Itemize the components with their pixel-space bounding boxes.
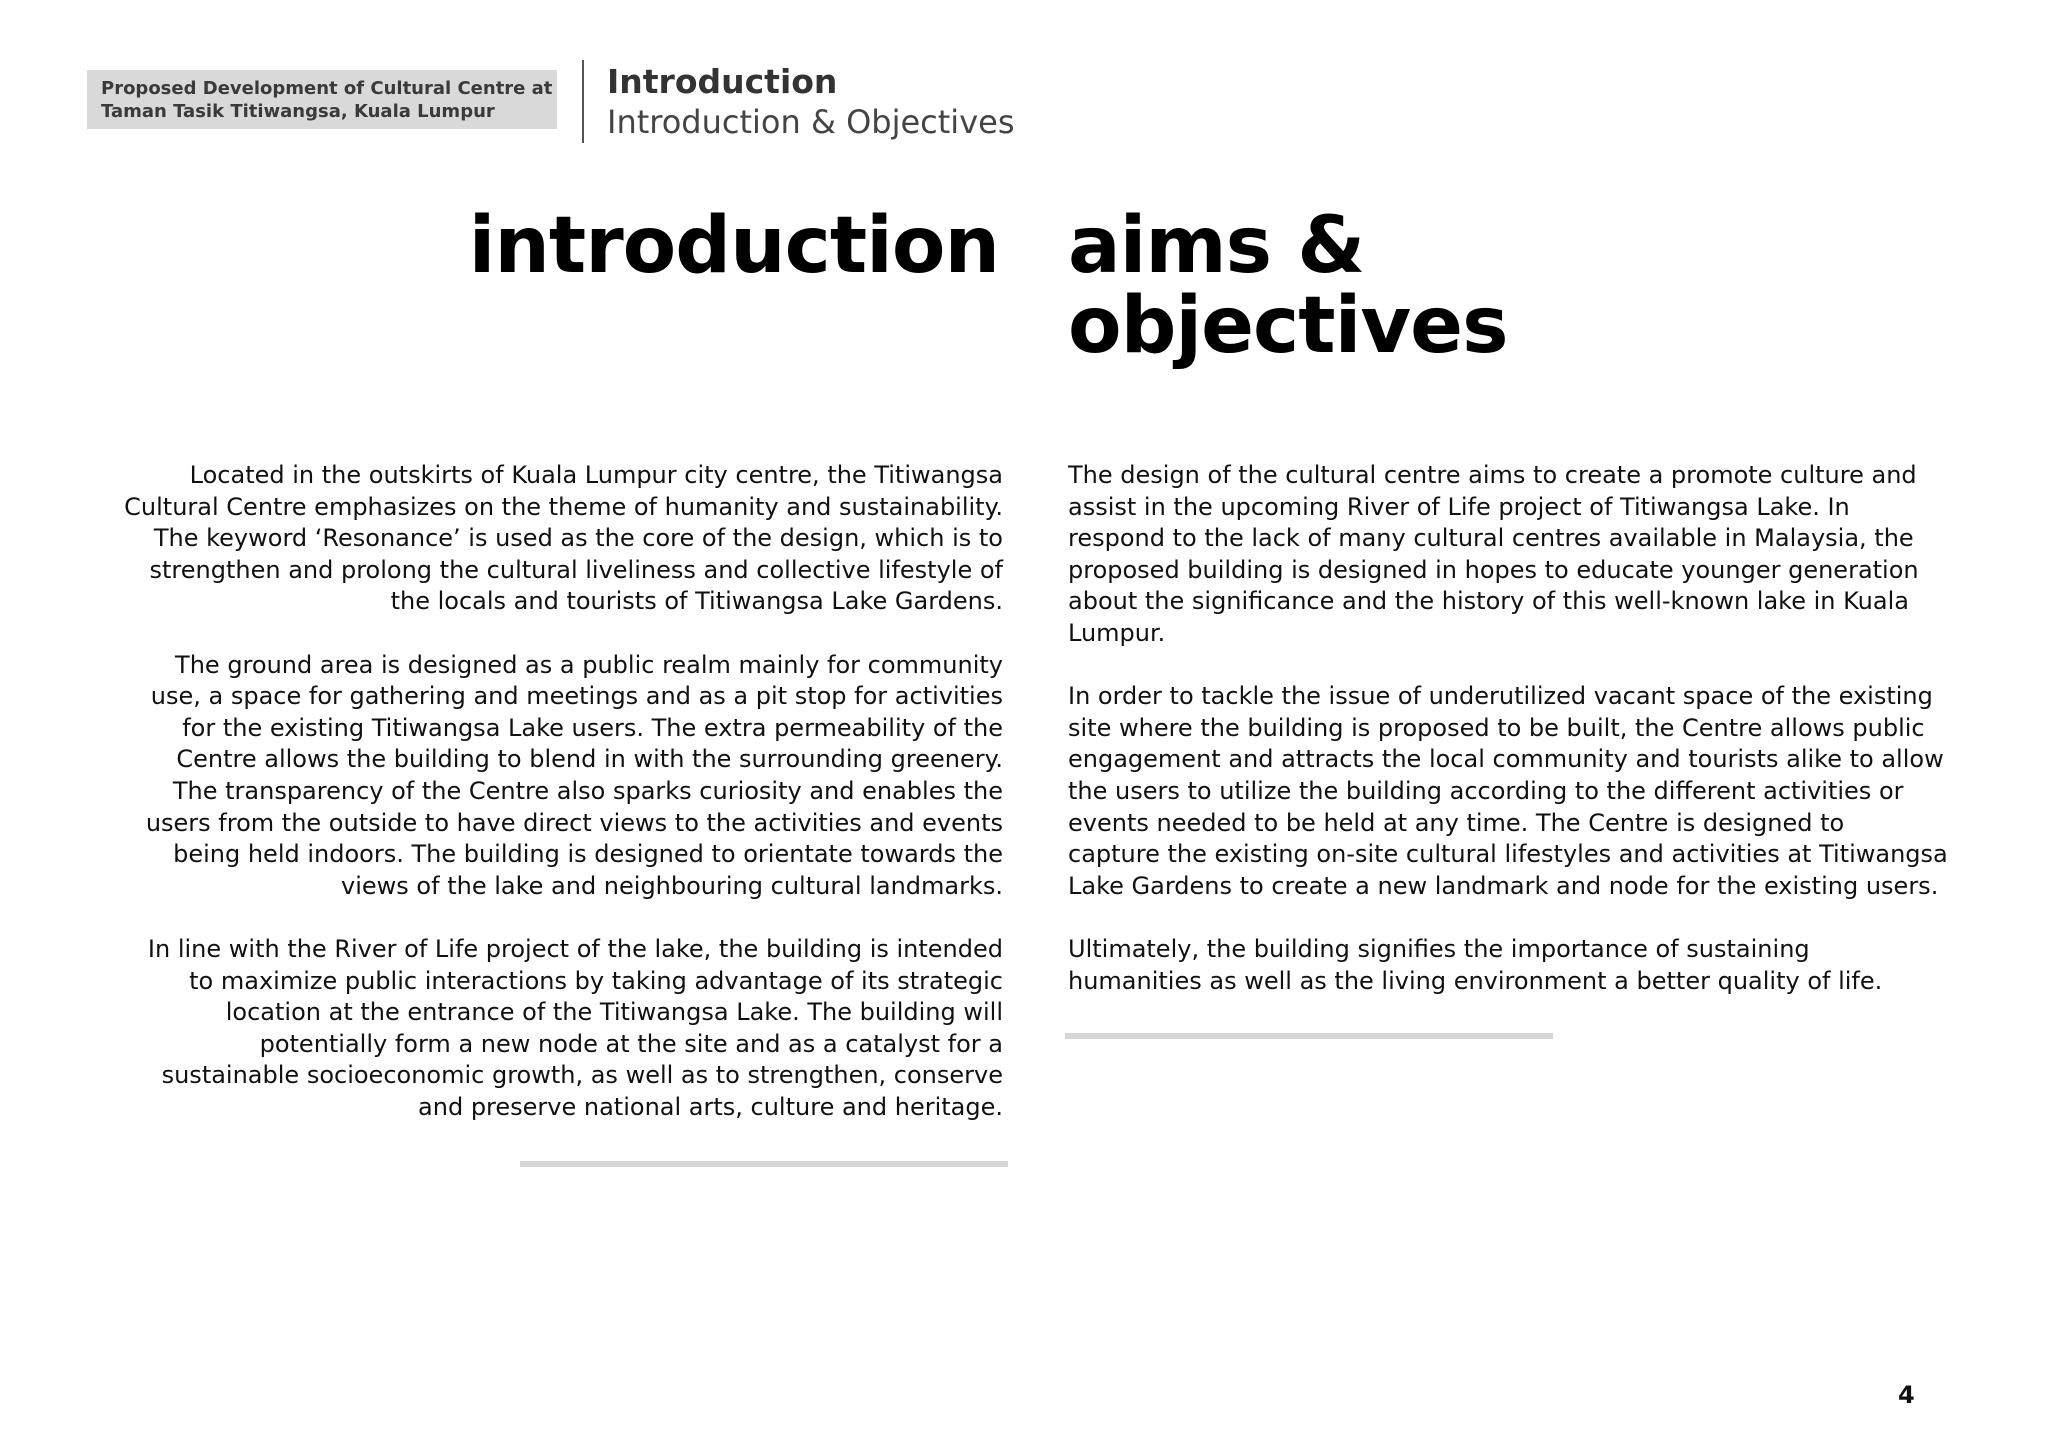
aims-divider-rule [1065, 1033, 1553, 1039]
aims-heading-line-1: aims & [1068, 201, 1365, 291]
text-line: site where the building is proposed to be built, the Centre allows public [1068, 713, 1925, 742]
aims-paragraph-3 [1068, 934, 2008, 997]
introduction-paragraph-1 [43, 460, 1003, 618]
text-line: strengthen and prolong the cultural liveliness and collective lifestyle of [149, 555, 1003, 584]
text-line: the users to utilize the building according to the different activities or [1068, 776, 1904, 805]
text-line: about the significance and the history of this well-known lake in Kuala [1068, 587, 1909, 616]
text-line: potentially form a new node at the site and as a catalyst for a [259, 1029, 1003, 1058]
introduction-paragraph-3 [43, 934, 1003, 1124]
text-line: proposed building is designed in hopes to educate younger generation [1068, 555, 1919, 584]
text-line: The design of the cultural centre aims to create a promote culture and [1068, 461, 1917, 489]
section-subtitle: Introduction & Objectives [607, 103, 1015, 141]
text-line: events needed to be held at any time. The Centre is designed to [1068, 808, 1845, 837]
text-line: In order to tackle the issue of underutilized vacant space of the existing [1068, 682, 1933, 711]
text-line: capture the existing on-site cultural lifestyles and activities at Titiwangsa [1068, 840, 1948, 869]
text-line: Lake Gardens to create a new landmark and node for the existing users. [1068, 871, 1939, 900]
aims-paragraph-1 [1068, 460, 2008, 650]
aims-objectives-heading [1068, 201, 1508, 371]
text-line: Centre allows the building to blend in with the surrounding greenery. [176, 745, 1003, 774]
text-line: use, a space for gathering and meetings and as a pit stop for activities [150, 682, 1003, 711]
text-line: to maximize public interactions by taking advantage of its strategic [189, 966, 1003, 995]
text-line: users from the outside to have direct views to the activities and events [145, 808, 1003, 837]
text-line: The transparency of the Centre also sparks curiosity and enables the [172, 776, 1003, 805]
section-title: Introduction [607, 62, 838, 101]
text-line: location at the entrance of the Titiwangsa Lake. The building will [225, 998, 1003, 1027]
aims-heading-line-2: objectives [1068, 281, 1508, 371]
text-line: respond to the lack of many cultural centres available in Malaysia, the [1068, 524, 1914, 553]
introduction-heading: introduction [468, 201, 999, 291]
text-line: being held indoors. The building is designed to orientate towards the [173, 840, 1003, 869]
text-line: sustainable socioeconomic growth, as well as to strengthen, conserve [161, 1061, 1003, 1090]
text-line: Located in the outskirts of Kuala Lumpur city centre, the Titiwangsa [189, 461, 1003, 489]
text-line: the locals and tourists of Titiwangsa Lake Gardens. [390, 587, 1003, 616]
text-line: for the existing Titiwangsa Lake users. The extra permeability of the [182, 713, 1003, 742]
text-line: The ground area is designed as a public realm mainly for community [175, 650, 1003, 679]
text-line: Lumpur. [1068, 618, 1166, 647]
project-title-line-1: Proposed Development of Cultural Centre at [101, 78, 553, 99]
text-line: and preserve national arts, culture and heritage. [418, 1092, 1003, 1121]
text-line: Cultural Centre emphasizes on the theme of humanity and sustainability. [124, 492, 1003, 521]
text-line: views of the lake and neighbouring cultural landmarks. [341, 871, 1003, 900]
text-line: In line with the River of Life project of the lake, the building is intended [147, 934, 1003, 963]
text-line: humanities as well as the living environment a better quality of life. [1068, 966, 1883, 995]
text-line: The keyword ‘Resonance’ is used as the core of the design, which is to [153, 524, 1003, 553]
introduction-paragraph-2 [43, 650, 1003, 903]
text-line: engagement and attracts the local community and tourists alike to allow [1068, 745, 1944, 774]
project-title-box [87, 70, 557, 129]
introduction-body [43, 460, 1003, 1155]
introduction-divider-rule [520, 1161, 1008, 1167]
text-line: assist in the upcoming River of Life project of Titiwangsa Lake. In [1068, 492, 1850, 521]
text-line: Ultimately, the building signifies the importance of sustaining [1068, 934, 1810, 963]
aims-paragraph-2 [1068, 681, 2008, 902]
aims-objectives-body [1068, 460, 2008, 1029]
project-title-line-2: Taman Tasik Titiwangsa, Kuala Lumpur [101, 101, 495, 122]
page-number: 4 [1898, 1381, 1915, 1409]
header-divider [582, 60, 584, 143]
